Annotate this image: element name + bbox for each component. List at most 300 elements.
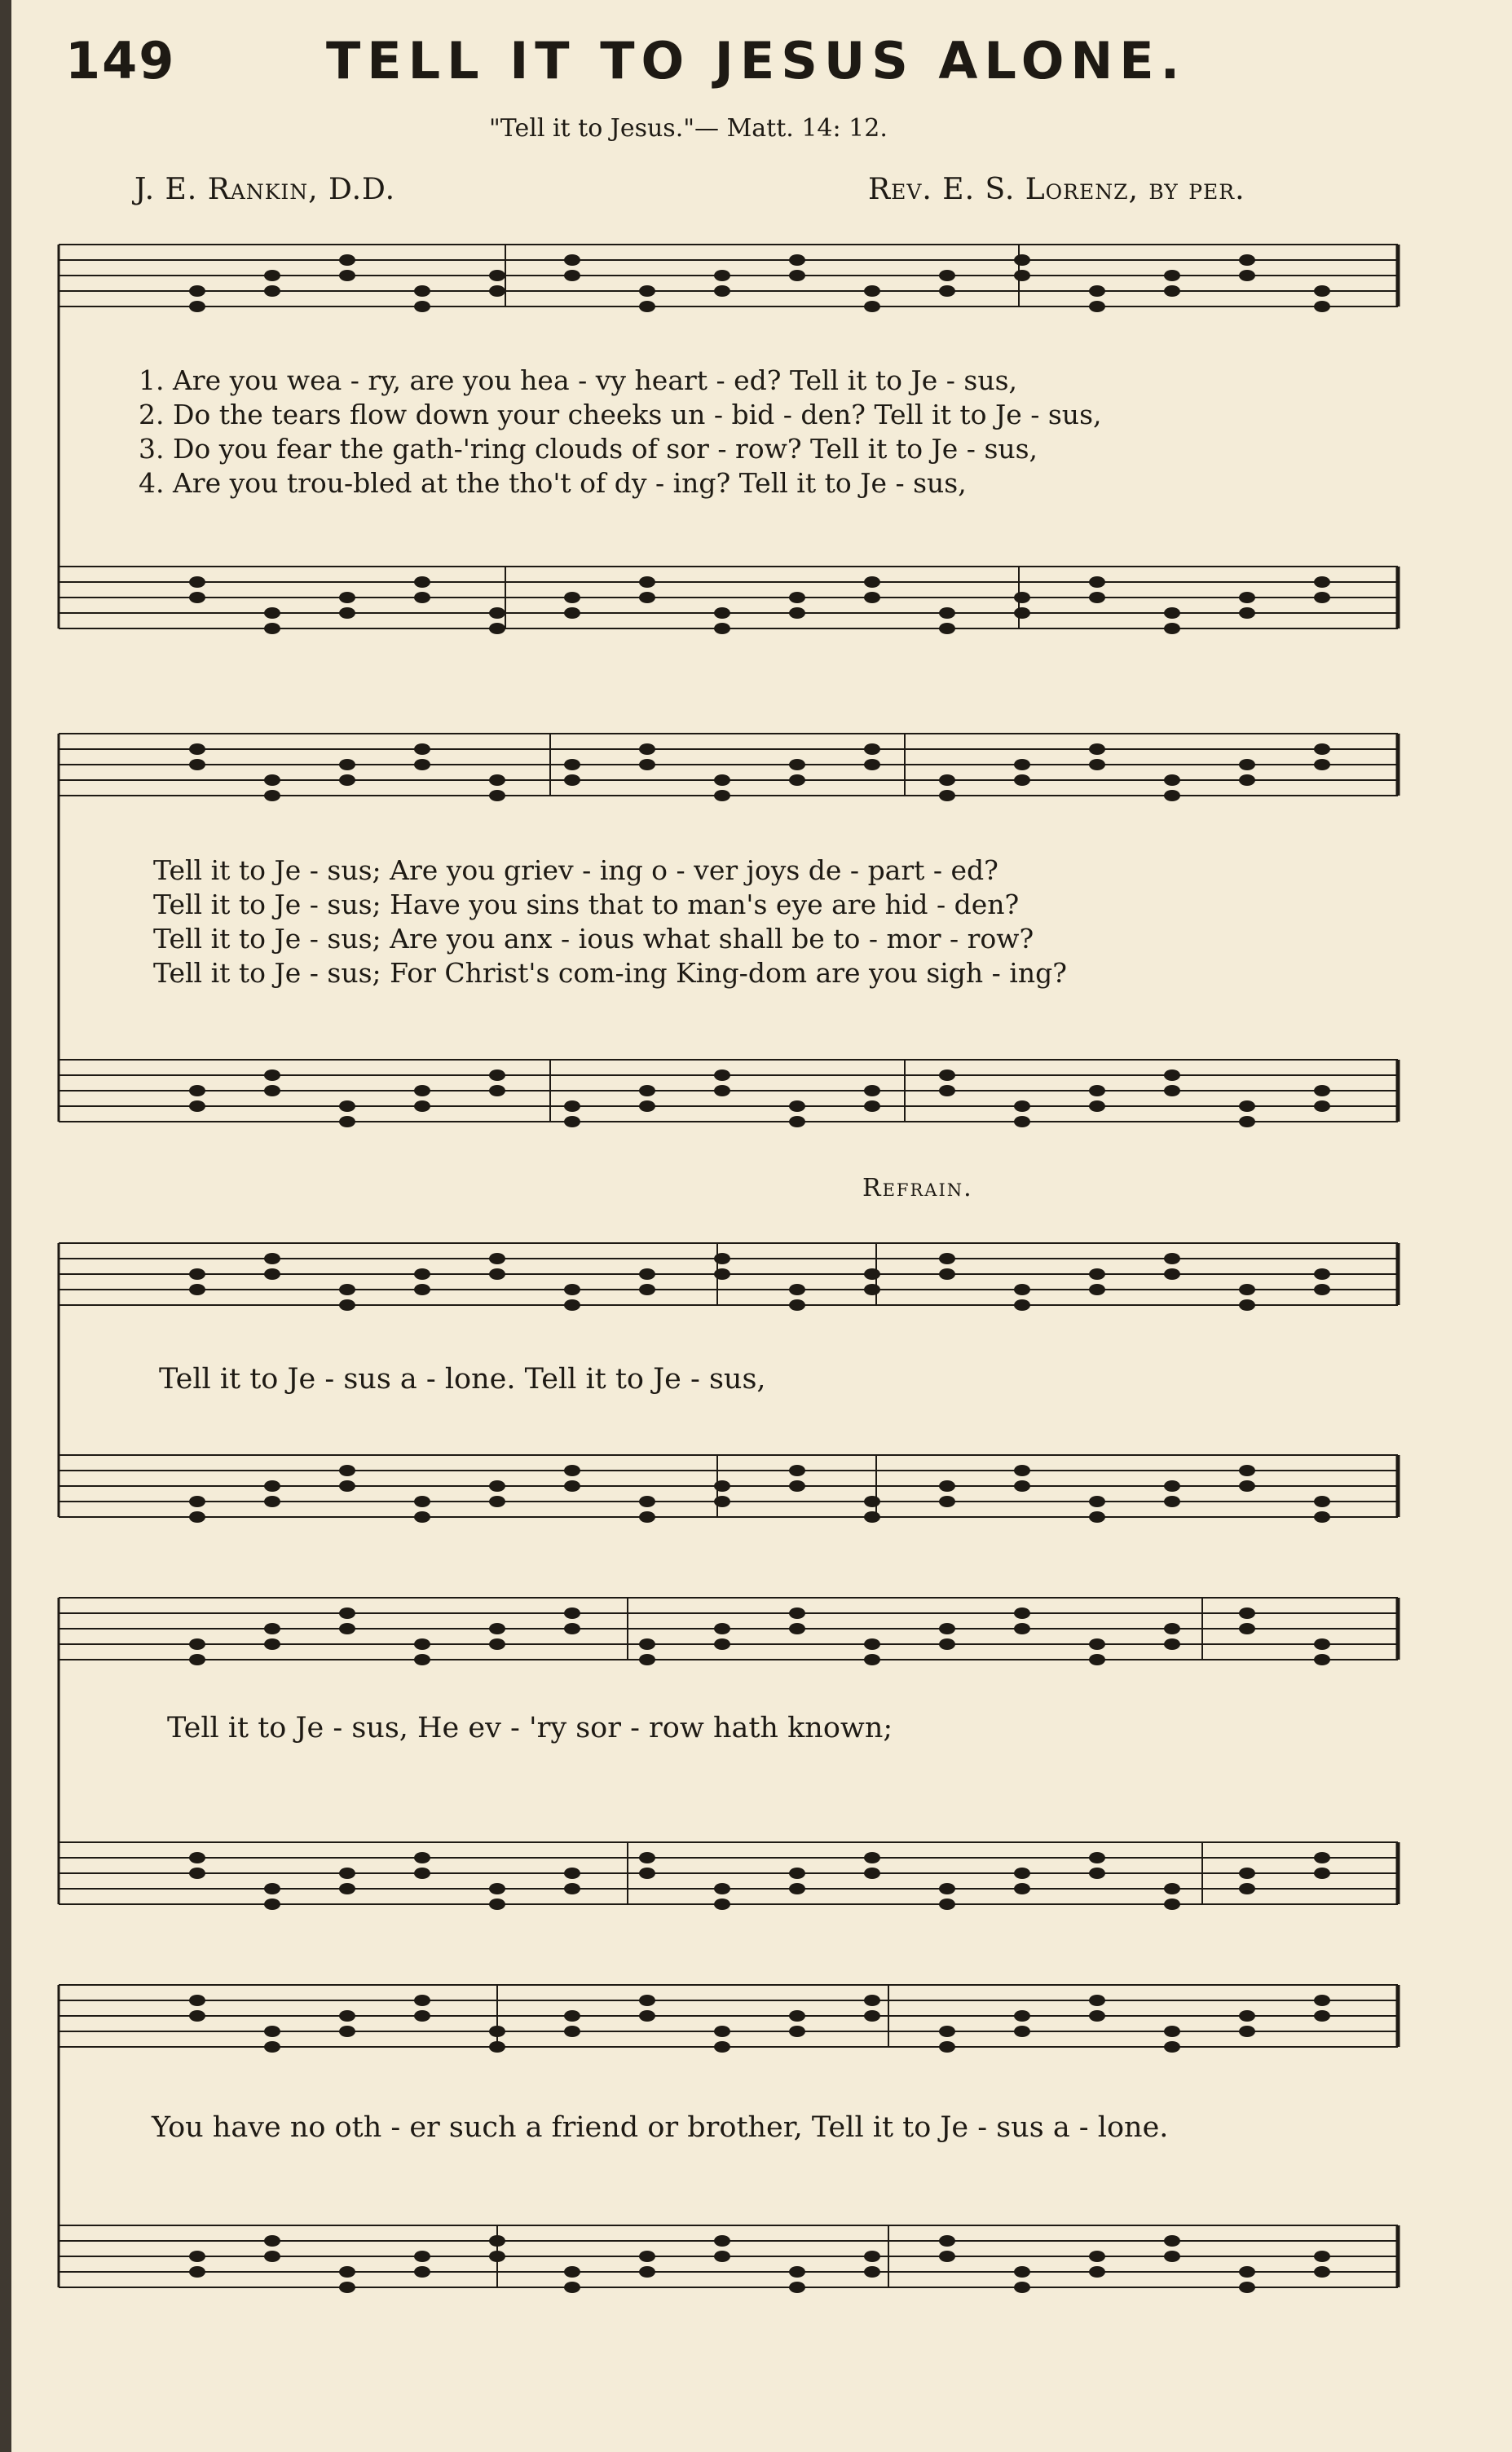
note-head: [564, 1299, 580, 1311]
note-head: [489, 1623, 505, 1634]
note-head: [714, 2026, 730, 2037]
note-head: [864, 1852, 880, 1863]
note-head: [1314, 1852, 1330, 1863]
note-head: [564, 1607, 580, 1619]
note-head: [789, 1623, 805, 1634]
note-head: [414, 576, 430, 588]
note-head: [1014, 1623, 1030, 1634]
note-head: [414, 1085, 430, 1096]
note-head: [189, 1654, 205, 1665]
note-head: [1314, 592, 1330, 603]
note-head: [939, 774, 955, 786]
note-head: [1089, 2266, 1105, 2278]
note-head: [1014, 1480, 1030, 1492]
note-head: [864, 576, 880, 588]
note-head: [264, 1638, 280, 1650]
note-head: [489, 774, 505, 786]
note-head: [564, 759, 580, 770]
note-head: [339, 1607, 355, 1619]
note-head: [264, 1480, 280, 1492]
note-head: [564, 270, 580, 281]
note-head: [1089, 1268, 1105, 1280]
note-head: [1314, 576, 1330, 588]
note-head: [1014, 2026, 1030, 2037]
note-head: [639, 301, 655, 312]
note-head: [789, 607, 805, 619]
refrain-line-2: Tell it to Je - sus, He ev - 'ry sor - row hath known;: [167, 1712, 893, 1744]
note-head: [489, 1480, 505, 1492]
note-head: [1089, 285, 1105, 297]
note-head: [864, 592, 880, 603]
note-head: [264, 1623, 280, 1634]
note-head: [1014, 1883, 1030, 1894]
note-head: [1239, 1607, 1255, 1619]
note-head: [639, 1085, 655, 1096]
note-head: [189, 1268, 205, 1280]
note-head: [1164, 2251, 1180, 2262]
note-head: [264, 1496, 280, 1507]
note-head: [1164, 2026, 1180, 2037]
note-head: [489, 1253, 505, 1264]
note-head: [639, 1638, 655, 1650]
note-head: [414, 1284, 430, 1295]
note-head: [1164, 270, 1180, 281]
note-head: [414, 1511, 430, 1523]
note-head: [1239, 2282, 1255, 2293]
note-head: [939, 2041, 955, 2053]
note-head: [864, 1284, 880, 1295]
note-head: [1089, 1284, 1105, 1295]
note-head: [339, 1868, 355, 1879]
note-head: [1314, 2010, 1330, 2022]
note-head: [264, 2235, 280, 2247]
note-head: [864, 2251, 880, 2262]
note-head: [1089, 592, 1105, 603]
note-head: [489, 2235, 505, 2247]
note-head: [1089, 743, 1105, 755]
verse-line-3b: Tell it to Je - sus; Are you anx - ious what shall be to - mor - row?: [153, 923, 1034, 955]
note-head: [489, 285, 505, 297]
note-head: [1314, 1100, 1330, 1112]
note-head: [264, 1253, 280, 1264]
note-head: [1239, 759, 1255, 770]
note-head: [264, 285, 280, 297]
note-head: [639, 1268, 655, 1280]
note-head: [639, 2010, 655, 2022]
note-head: [1239, 1299, 1255, 1311]
note-head: [939, 1883, 955, 1894]
note-head: [939, 1899, 955, 1910]
refrain-line-1: Tell it to Je - sus a - lone. Tell it to Je - sus,: [159, 1363, 766, 1396]
note-head: [864, 285, 880, 297]
note-head: [489, 1085, 505, 1096]
note-head: [1314, 759, 1330, 770]
note-head: [864, 1496, 880, 1507]
note-head: [864, 1268, 880, 1280]
note-head: [714, 1268, 730, 1280]
note-head: [1239, 1868, 1255, 1879]
note-head: [1314, 1511, 1330, 1523]
note-head: [564, 2026, 580, 2037]
note-head: [1239, 1284, 1255, 1295]
note-head: [189, 1085, 205, 1096]
note-head: [639, 743, 655, 755]
refrain-label: Refrain.: [862, 1174, 973, 1202]
note-head: [339, 270, 355, 281]
note-head: [414, 2251, 430, 2262]
note-head: [414, 1268, 430, 1280]
note-head: [1014, 774, 1030, 786]
note-head: [1164, 2041, 1180, 2053]
note-head: [864, 1100, 880, 1112]
verse-line-4a: 4. Are you trou-bled at the tho't of dy - ing? Tell it to Je - sus,: [139, 467, 967, 499]
note-head: [789, 270, 805, 281]
note-head: [1014, 1607, 1030, 1619]
note-head: [639, 1852, 655, 1863]
note-head: [639, 1284, 655, 1295]
note-head: [864, 759, 880, 770]
note-head: [1314, 1868, 1330, 1879]
note-head: [339, 759, 355, 770]
note-head: [339, 2010, 355, 2022]
note-head: [1314, 1995, 1330, 2006]
note-head: [789, 1868, 805, 1879]
note-head: [1164, 1069, 1180, 1081]
note-head: [414, 1638, 430, 1650]
note-head: [1314, 1284, 1330, 1295]
note-head: [939, 1480, 955, 1492]
note-head: [639, 2266, 655, 2278]
note-head: [639, 1654, 655, 1665]
note-head: [789, 2010, 805, 2022]
note-head: [489, 1638, 505, 1650]
note-head: [414, 743, 430, 755]
verse-line-4b: Tell it to Je - sus; For Christ's com-ing King-dom are you sigh - ing?: [153, 957, 1067, 989]
note-head: [939, 1069, 955, 1081]
note-head: [1239, 1116, 1255, 1127]
note-head: [339, 1480, 355, 1492]
note-head: [189, 592, 205, 603]
note-head: [1239, 2010, 1255, 2022]
note-head: [1089, 1995, 1105, 2006]
note-head: [189, 1995, 205, 2006]
composer-credit: Rev. E. S. Lorenz, by per.: [868, 173, 1245, 206]
note-head: [789, 1100, 805, 1112]
note-head: [489, 1899, 505, 1910]
note-head: [1164, 1899, 1180, 1910]
note-head: [189, 576, 205, 588]
note-head: [264, 1069, 280, 1081]
note-head: [564, 774, 580, 786]
note-head: [1089, 1511, 1105, 1523]
note-head: [1014, 1299, 1030, 1311]
note-head: [264, 774, 280, 786]
note-head: [414, 1995, 430, 2006]
note-head: [264, 2041, 280, 2053]
note-head: [489, 1069, 505, 1081]
note-head: [489, 607, 505, 619]
note-head: [339, 607, 355, 619]
note-head: [564, 1100, 580, 1112]
note-head: [189, 759, 205, 770]
note-head: [1164, 1085, 1180, 1096]
note-head: [789, 1299, 805, 1311]
note-head: [789, 592, 805, 603]
note-head: [789, 2026, 805, 2037]
note-head: [1314, 2251, 1330, 2262]
note-head: [1239, 774, 1255, 786]
note-head: [714, 285, 730, 297]
note-head: [939, 270, 955, 281]
note-head: [789, 1480, 805, 1492]
note-head: [939, 1638, 955, 1650]
note-head: [489, 2026, 505, 2037]
note-head: [789, 1284, 805, 1295]
note-head: [1314, 1638, 1330, 1650]
note-head: [1314, 1654, 1330, 1665]
note-head: [1164, 285, 1180, 297]
note-head: [564, 1623, 580, 1634]
note-head: [1089, 2251, 1105, 2262]
note-head: [264, 1085, 280, 1096]
note-head: [864, 1995, 880, 2006]
verse-line-2a: 2. Do the tears flow down your cheeks un - bid - den? Tell it to Je - sus,: [139, 399, 1102, 430]
note-head: [414, 1100, 430, 1112]
note-head: [339, 1883, 355, 1894]
note-head: [1164, 623, 1180, 634]
note-head: [939, 1623, 955, 1634]
note-head: [939, 623, 955, 634]
note-head: [414, 1654, 430, 1665]
note-head: [1014, 270, 1030, 281]
note-head: [714, 1069, 730, 1081]
note-head: [1014, 1868, 1030, 1879]
note-head: [1239, 592, 1255, 603]
note-head: [339, 1465, 355, 1476]
note-head: [264, 607, 280, 619]
note-head: [189, 1100, 205, 1112]
note-head: [414, 301, 430, 312]
note-head: [339, 1100, 355, 1112]
hymn-title: TELL IT TO JESUS ALONE.: [326, 31, 1187, 90]
note-head: [939, 2251, 955, 2262]
note-head: [489, 2251, 505, 2262]
note-head: [714, 774, 730, 786]
note-head: [1164, 774, 1180, 786]
note-head: [1014, 607, 1030, 619]
note-head: [789, 759, 805, 770]
note-head: [864, 1511, 880, 1523]
note-head: [714, 2041, 730, 2053]
note-head: [414, 2010, 430, 2022]
note-head: [564, 592, 580, 603]
note-head: [714, 1638, 730, 1650]
note-head: [1014, 2010, 1030, 2022]
note-head: [264, 270, 280, 281]
note-head: [1314, 1496, 1330, 1507]
note-head: [939, 1496, 955, 1507]
page-number: 149: [65, 31, 176, 90]
note-head: [1164, 1638, 1180, 1650]
verse-line-2b: Tell it to Je - sus; Have you sins that to man's eye are hid - den?: [153, 889, 1020, 920]
note-head: [1014, 592, 1030, 603]
note-head: [714, 790, 730, 801]
note-head: [1089, 1496, 1105, 1507]
note-head: [714, 2235, 730, 2247]
note-head: [339, 254, 355, 266]
note-head: [1089, 1638, 1105, 1650]
note-head: [864, 1868, 880, 1879]
note-head: [414, 759, 430, 770]
note-head: [564, 1465, 580, 1476]
note-head: [339, 2282, 355, 2293]
note-head: [1164, 1883, 1180, 1894]
note-head: [1089, 1100, 1105, 1112]
note-head: [339, 1299, 355, 1311]
author-credit: J. E. Rankin, D.D.: [134, 173, 396, 206]
note-head: [564, 1116, 580, 1127]
note-head: [414, 1496, 430, 1507]
note-head: [939, 1253, 955, 1264]
note-head: [1014, 254, 1030, 266]
note-head: [339, 774, 355, 786]
note-head: [264, 1268, 280, 1280]
note-head: [1014, 2266, 1030, 2278]
note-head: [1164, 2235, 1180, 2247]
note-head: [714, 1253, 730, 1264]
note-head: [339, 2026, 355, 2037]
note-head: [639, 1868, 655, 1879]
note-head: [639, 759, 655, 770]
note-head: [864, 2010, 880, 2022]
note-head: [714, 623, 730, 634]
note-head: [639, 2251, 655, 2262]
note-head: [189, 1868, 205, 1879]
note-head: [1089, 576, 1105, 588]
note-head: [789, 1607, 805, 1619]
note-head: [189, 285, 205, 297]
note-head: [1164, 1496, 1180, 1507]
note-head: [714, 1883, 730, 1894]
note-head: [189, 1284, 205, 1295]
note-head: [189, 301, 205, 312]
note-head: [714, 1496, 730, 1507]
note-head: [864, 1638, 880, 1650]
note-head: [1014, 1284, 1030, 1295]
note-head: [789, 1883, 805, 1894]
note-head: [864, 1085, 880, 1096]
note-head: [1089, 1085, 1105, 1096]
note-head: [414, 285, 430, 297]
note-head: [789, 774, 805, 786]
note-head: [189, 2251, 205, 2262]
note-head: [714, 2251, 730, 2262]
refrain-line-3: You have no oth - er such a friend or brother, Tell it to Je - sus a - lone.: [152, 2111, 1169, 2144]
note-head: [864, 2266, 880, 2278]
note-head: [489, 790, 505, 801]
note-head: [1164, 790, 1180, 801]
note-head: [189, 1852, 205, 1863]
note-head: [414, 592, 430, 603]
note-head: [564, 1284, 580, 1295]
note-head: [639, 1100, 655, 1112]
note-head: [264, 2026, 280, 2037]
note-head: [639, 576, 655, 588]
note-head: [564, 2282, 580, 2293]
note-head: [264, 2251, 280, 2262]
note-head: [1239, 1100, 1255, 1112]
note-head: [1239, 1623, 1255, 1634]
note-head: [714, 270, 730, 281]
note-head: [189, 1511, 205, 1523]
note-head: [639, 1511, 655, 1523]
verse-line-1b: Tell it to Je - sus; Are you griev - ing o - ver joys de - part - ed?: [153, 854, 998, 886]
note-head: [1014, 1100, 1030, 1112]
note-head: [789, 1116, 805, 1127]
note-head: [1314, 2266, 1330, 2278]
note-head: [339, 1623, 355, 1634]
note-head: [1014, 1465, 1030, 1476]
note-head: [189, 2266, 205, 2278]
note-head: [864, 301, 880, 312]
note-head: [714, 1623, 730, 1634]
note-head: [1089, 301, 1105, 312]
note-head: [639, 1995, 655, 2006]
note-head: [1089, 1654, 1105, 1665]
verse-line-3a: 3. Do you fear the gath-'ring clouds of sor - row? Tell it to Je - sus,: [139, 433, 1038, 465]
note-head: [639, 592, 655, 603]
note-head: [264, 623, 280, 634]
note-head: [1164, 1623, 1180, 1634]
note-head: [1089, 2010, 1105, 2022]
note-head: [1089, 1868, 1105, 1879]
note-head: [339, 1116, 355, 1127]
note-head: [939, 607, 955, 619]
note-head: [714, 1899, 730, 1910]
note-head: [864, 743, 880, 755]
note-head: [939, 2235, 955, 2247]
note-head: [789, 2282, 805, 2293]
note-head: [1314, 743, 1330, 755]
note-head: [1089, 759, 1105, 770]
note-head: [1314, 285, 1330, 297]
note-head: [339, 1284, 355, 1295]
note-head: [789, 254, 805, 266]
note-head: [1164, 607, 1180, 619]
note-head: [639, 285, 655, 297]
note-head: [939, 1085, 955, 1096]
note-head: [489, 1883, 505, 1894]
note-head: [264, 790, 280, 801]
note-head: [939, 1268, 955, 1280]
note-head: [339, 592, 355, 603]
note-head: [1164, 1268, 1180, 1280]
note-head: [1014, 2282, 1030, 2293]
note-head: [939, 2026, 955, 2037]
note-head: [189, 1638, 205, 1650]
note-head: [189, 1496, 205, 1507]
scripture-reference: "Tell it to Jesus."— Matt. 14: 12.: [489, 114, 888, 143]
note-head: [1164, 1480, 1180, 1492]
note-head: [564, 1480, 580, 1492]
note-head: [564, 607, 580, 619]
note-head: [1164, 1253, 1180, 1264]
note-head: [1089, 1852, 1105, 1863]
note-head: [714, 607, 730, 619]
note-head: [414, 2266, 430, 2278]
note-head: [714, 1480, 730, 1492]
note-head: [414, 1852, 430, 1863]
